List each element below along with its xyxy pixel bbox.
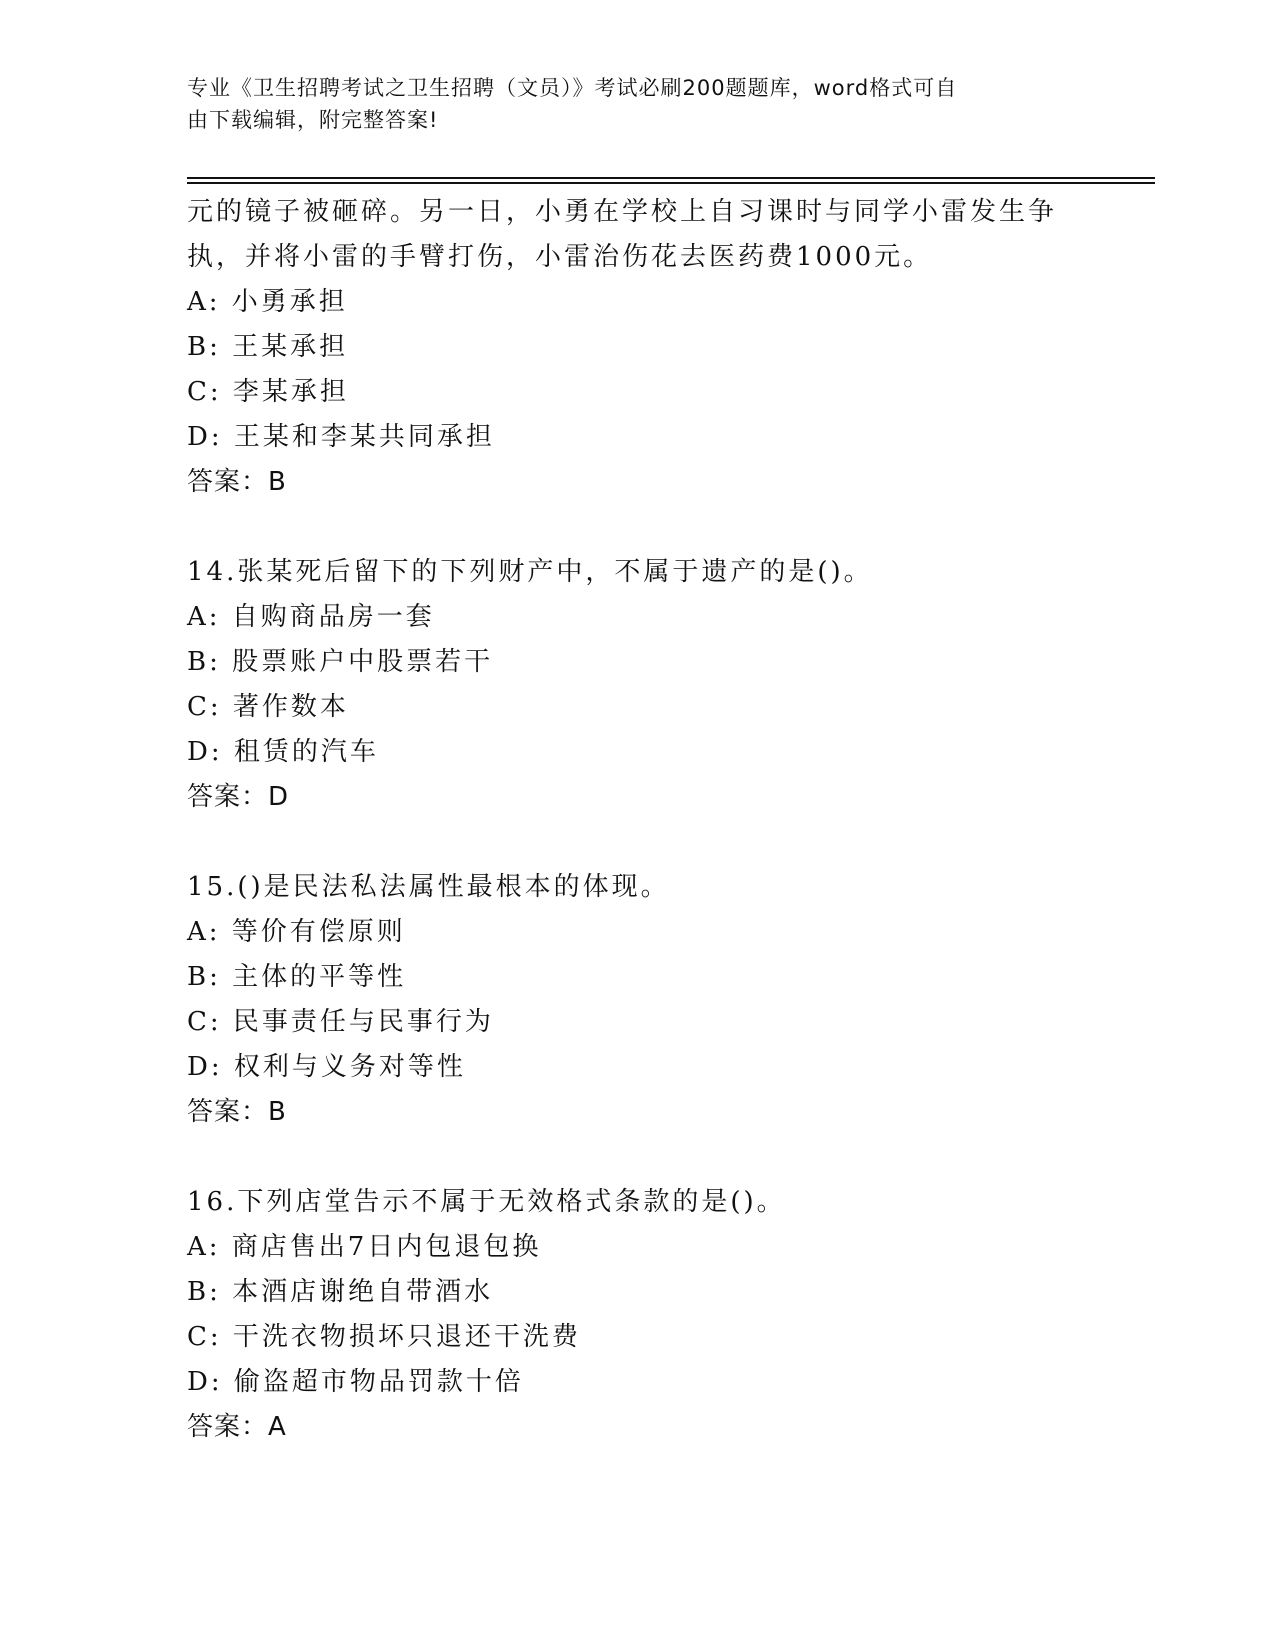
question-stem: 16.下列店堂告示不属于无效格式条款的是()。 xyxy=(187,1187,786,1217)
option-a: A: 小勇承担 xyxy=(187,287,348,317)
header-title-line-1: 专业《卫生招聘考试之卫生招聘（文员）》考试必刷200题题库，word格式可自 xyxy=(187,76,958,100)
question-16 xyxy=(187,1180,1087,1450)
question-stem-continued: 元的镜子被砸碎。另一日，小勇在学校上自习课时与同学小雷发生争 xyxy=(187,197,1058,227)
header-title-line-2: 由下载编辑，附完整答案! xyxy=(187,108,439,132)
header-divider-bottom xyxy=(187,182,1155,184)
question-13-continuation xyxy=(187,190,1087,505)
question-15 xyxy=(187,865,1087,1135)
option-a: A: 自购商品房一套 xyxy=(187,602,435,632)
option-a: A: 等价有偿原则 xyxy=(187,917,406,947)
option-b: B: 主体的平等性 xyxy=(187,962,407,992)
option-d: D: 权利与义务对等性 xyxy=(187,1052,466,1082)
option-a: A: 商店售出7日内包退包换 xyxy=(187,1232,542,1262)
answer-line: 答案：B xyxy=(187,1097,287,1127)
question-14 xyxy=(187,550,1087,820)
option-c: C: 著作数本 xyxy=(187,692,349,722)
question-stem: 15.()是民法私法属性最根本的体现。 xyxy=(187,872,670,902)
option-b: B: 王某承担 xyxy=(187,332,349,362)
option-c: C: 李某承担 xyxy=(187,377,349,407)
option-c: C: 干洗衣物损坏只退还干洗费 xyxy=(187,1322,581,1352)
option-c: C: 民事责任与民事行为 xyxy=(187,1007,494,1037)
question-stem-continued: 执，并将小雷的手臂打伤，小雷治伤花去医药费1000元。 xyxy=(187,242,933,272)
option-d: D: 偷盗超市物品罚款十倍 xyxy=(187,1367,524,1397)
header-divider-top xyxy=(187,177,1155,179)
answer-line: 答案：A xyxy=(187,1412,287,1442)
option-list xyxy=(187,280,1087,460)
option-list xyxy=(187,1225,1087,1405)
answer-line: 答案：D xyxy=(187,782,290,812)
question-stem: 14.张某死后留下的下列财产中，不属于遗产的是()。 xyxy=(187,557,873,587)
option-d: D: 王某和李某共同承担 xyxy=(187,422,495,452)
option-b: B: 本酒店谢绝自带酒水 xyxy=(187,1277,494,1307)
document-header xyxy=(187,72,1067,136)
option-list xyxy=(187,595,1087,775)
question-list xyxy=(187,190,1087,1450)
option-list xyxy=(187,910,1087,1090)
option-b: B: 股票账户中股票若干 xyxy=(187,647,494,677)
answer-line: 答案：B xyxy=(187,467,287,497)
option-d: D: 租赁的汽车 xyxy=(187,737,379,767)
